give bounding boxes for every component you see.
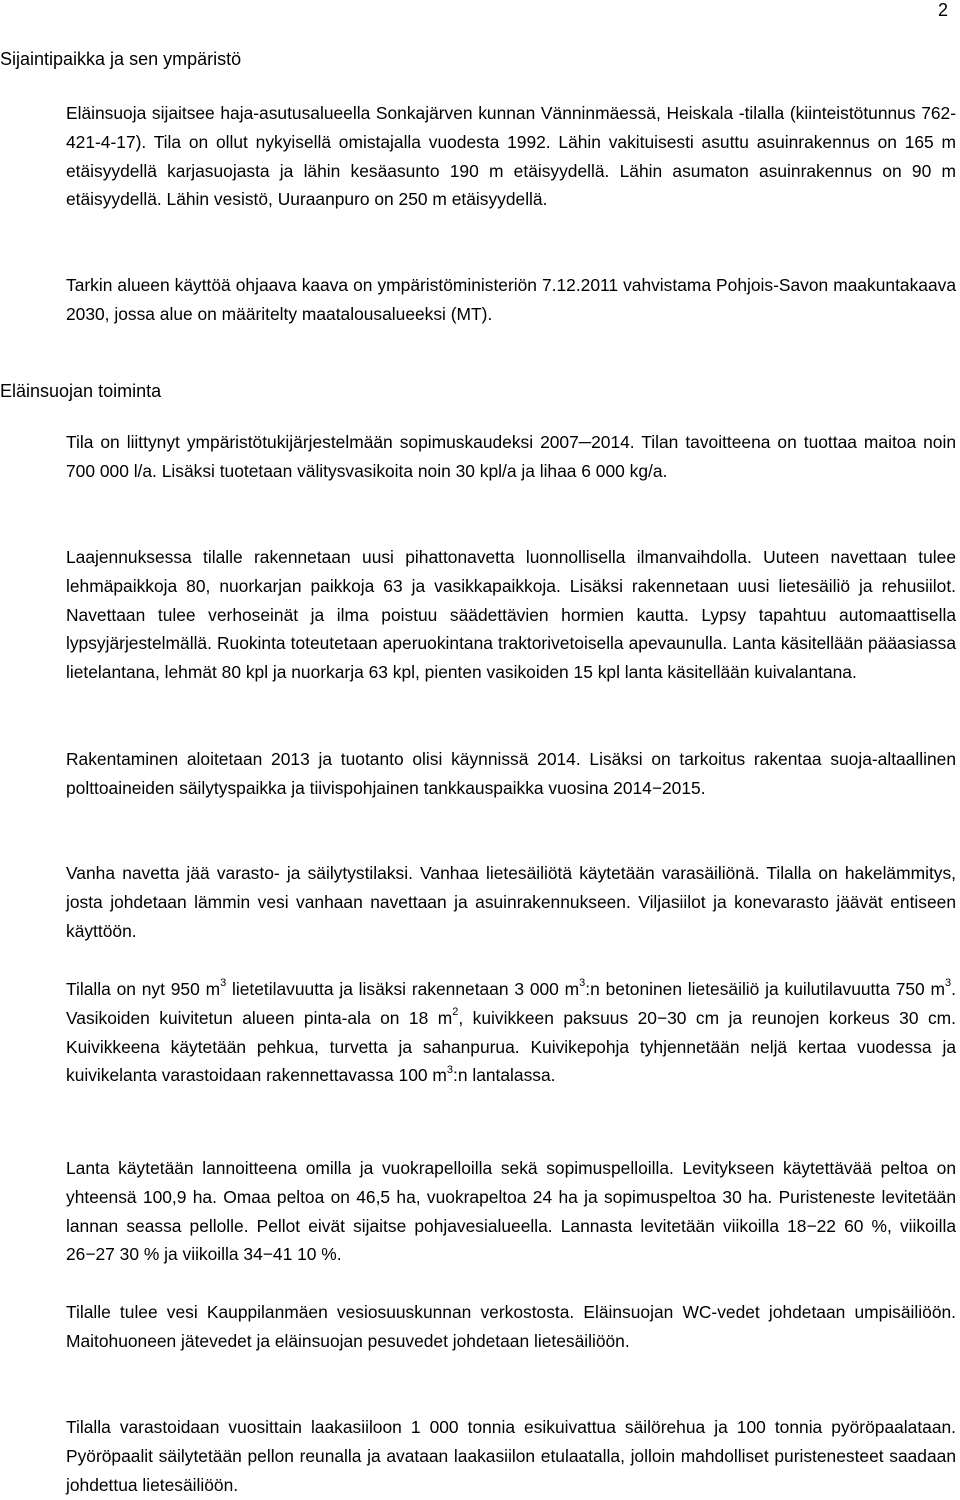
location-paragraph-1: Eläinsuoja sijaitsee haja-asutusalueella Sonkajärven kunnan Vänninmäessä, Heiskala -tilalla (kiinteistötunnus 762-421-4-17). Tila on ollut nykyisellä omistajalla vuodesta 1992. Lähin vakituisesti asuttu asuinrakennus on 165 m etäisyydellä karjasuojasta ja lähin kesäasunto 190 m etäisyydellä. Lähin asumaton asuinrakennus on 90 m etäisyydellä. Lähin vesistö, Uuraanpuro on 250 m etäisyydellä. xyxy=(66,103,956,210)
operations-paragraph-7: Tilalle tulee vesi Kauppilanmäen vesiosuuskunnan verkostosta. Eläinsuojan WC-vedet johdetaan umpisäiliöön. Maitohuoneen jätevedet ja eläinsuojan pesuvedet johdetaan lietesäiliöön. xyxy=(66,1302,956,1351)
section-heading-location: Sijaintipaikka ja sen ympäristö xyxy=(0,49,242,69)
superscript: 3 xyxy=(446,1063,454,1076)
operations-paragraph-4: Vanha navetta jää varasto- ja säilytystilaksi. Vanhaa lietesäiliötä käytetään varasäiliönä. Tilalla on hakelämmitys, josta johdetaan lämmin vesi vanhaan navettaan ja asuinrakennukseen. Viljasiilot ja konevarasto jäävät entiseen käyttöön. xyxy=(66,863,956,941)
superscript: 3 xyxy=(220,977,227,990)
text-fragment: lietetilavuutta ja lisäksi rakennetaan 3 000 m xyxy=(226,979,580,999)
operations-paragraph-8: Tilalla varastoidaan vuosittain laakasiiloon 1 000 tonnia esikuivattua säilörehua ja 100 tonnia pyöröpaalataan. Pyöröpaalit säilytetään pellon reunalla ja avataan laakasiilon etulaatalla, jolloin mahdolliset puristenesteet saadaan johdettua lietesäiliöön. xyxy=(66,1417,956,1495)
operations-paragraph-5 xyxy=(66,975,956,1090)
section-heading-operations: Eläinsuojan toiminta xyxy=(0,381,162,401)
operations-paragraph-1: Tila on liittynyt ympäristötukijärjestelmään sopimuskaudeksi 2007─2014. Tilan tavoitteena on tuottaa maitoa noin 700 000 l/a. Lisäksi tuotetaan välitysvasikoita noin 30 kpl/a ja lihaa 6 000 kg/a. xyxy=(66,432,956,481)
operations-paragraph-3: Rakentaminen aloitetaan 2013 ja tuotanto olisi käynnissä 2014. Lisäksi on tarkoitus rakentaa suoja-altaallinen polttoaineiden säilytyspaikka ja tiivispohjainen tankkauspaikka vuosina 2014−2015. xyxy=(66,749,956,798)
text-fragment: :n betoninen lietesäiliö ja kuilutilavuutta 750 m xyxy=(585,979,946,999)
text-fragment: , kuivikkeen paksuus 20−30 cm ja reunojen korkeus 30 cm. Kuivikkeena käytetään pehkua, turvetta ja sahanpurua. Kuivikepohja tyhjennetään neljä kertaa vuodessa ja kuivikelanta varastoidaan rakennettavassa 100 m xyxy=(66,1007,956,1086)
text-fragment: Tilalla on nyt 950 m xyxy=(66,979,221,999)
operations-paragraph-2: Laajennuksessa tilalle rakennetaan uusi pihattonavetta luonnollisella ilmanvaihdolla. Uuteen navettaan tulee lehmäpaikkoja 80, nuorkarjan paikkoja 63 ja vasikkapaikkoja. Lisäksi rakennetaan uusi lietesäiliö ja rehusiilot. Navettaan tulee verhoseinät ja ilma poistuu säädettävien hormien kautta. Lypsy tapahtuu automaattisella lypsyjärjestelmällä. Ruokinta toteutetaan aperuokintana traktorivetoisella apevaunulla. Lanta käsitellään pääasiassa lietelantana, lehmät 80 kpl ja nuorkarja 63 kpl, pienten vasikoiden 15 kpl lanta käsitellään kuivalantana. xyxy=(66,547,956,683)
superscript: 3 xyxy=(945,977,952,990)
text-fragment: . Vasikoiden kuivitetun alueen pinta-ala on 18 m xyxy=(66,979,956,1028)
superscript: 2 xyxy=(452,1006,459,1018)
location-paragraph-2: Tarkin alueen käyttöä ohjaava kaava on ympäristöministeriön 7.12.2011 vahvistama Pohjois-Savon maakuntakaava 2030, jossa alue on määritelty maatalousalueeksi (MT). xyxy=(66,275,956,324)
text-fragment: :n lantalassa. xyxy=(453,1065,556,1086)
page-number: 2 xyxy=(937,0,948,20)
superscript: 3 xyxy=(579,977,586,990)
operations-paragraph-6: Lanta käytetään lannoitteena omilla ja vuokrapelloilla sekä sopimuspelloilla. Levitykseen käytettävää peltoa on yhteensä 100,9 ha. Omaa peltoa on 46,5 ha, vuokrapeltoa 24 ha ja sopimuspeltoa 30 ha. Puristeneste levitetään lannan seassa pellolle. Pellot eivät sijaitse pohjavesialueella. Lannasta levitetään viikoilla 18−22 60 %, viikoilla 26−27 30 % ja viikoilla 34−41 10 %. xyxy=(66,1158,956,1265)
